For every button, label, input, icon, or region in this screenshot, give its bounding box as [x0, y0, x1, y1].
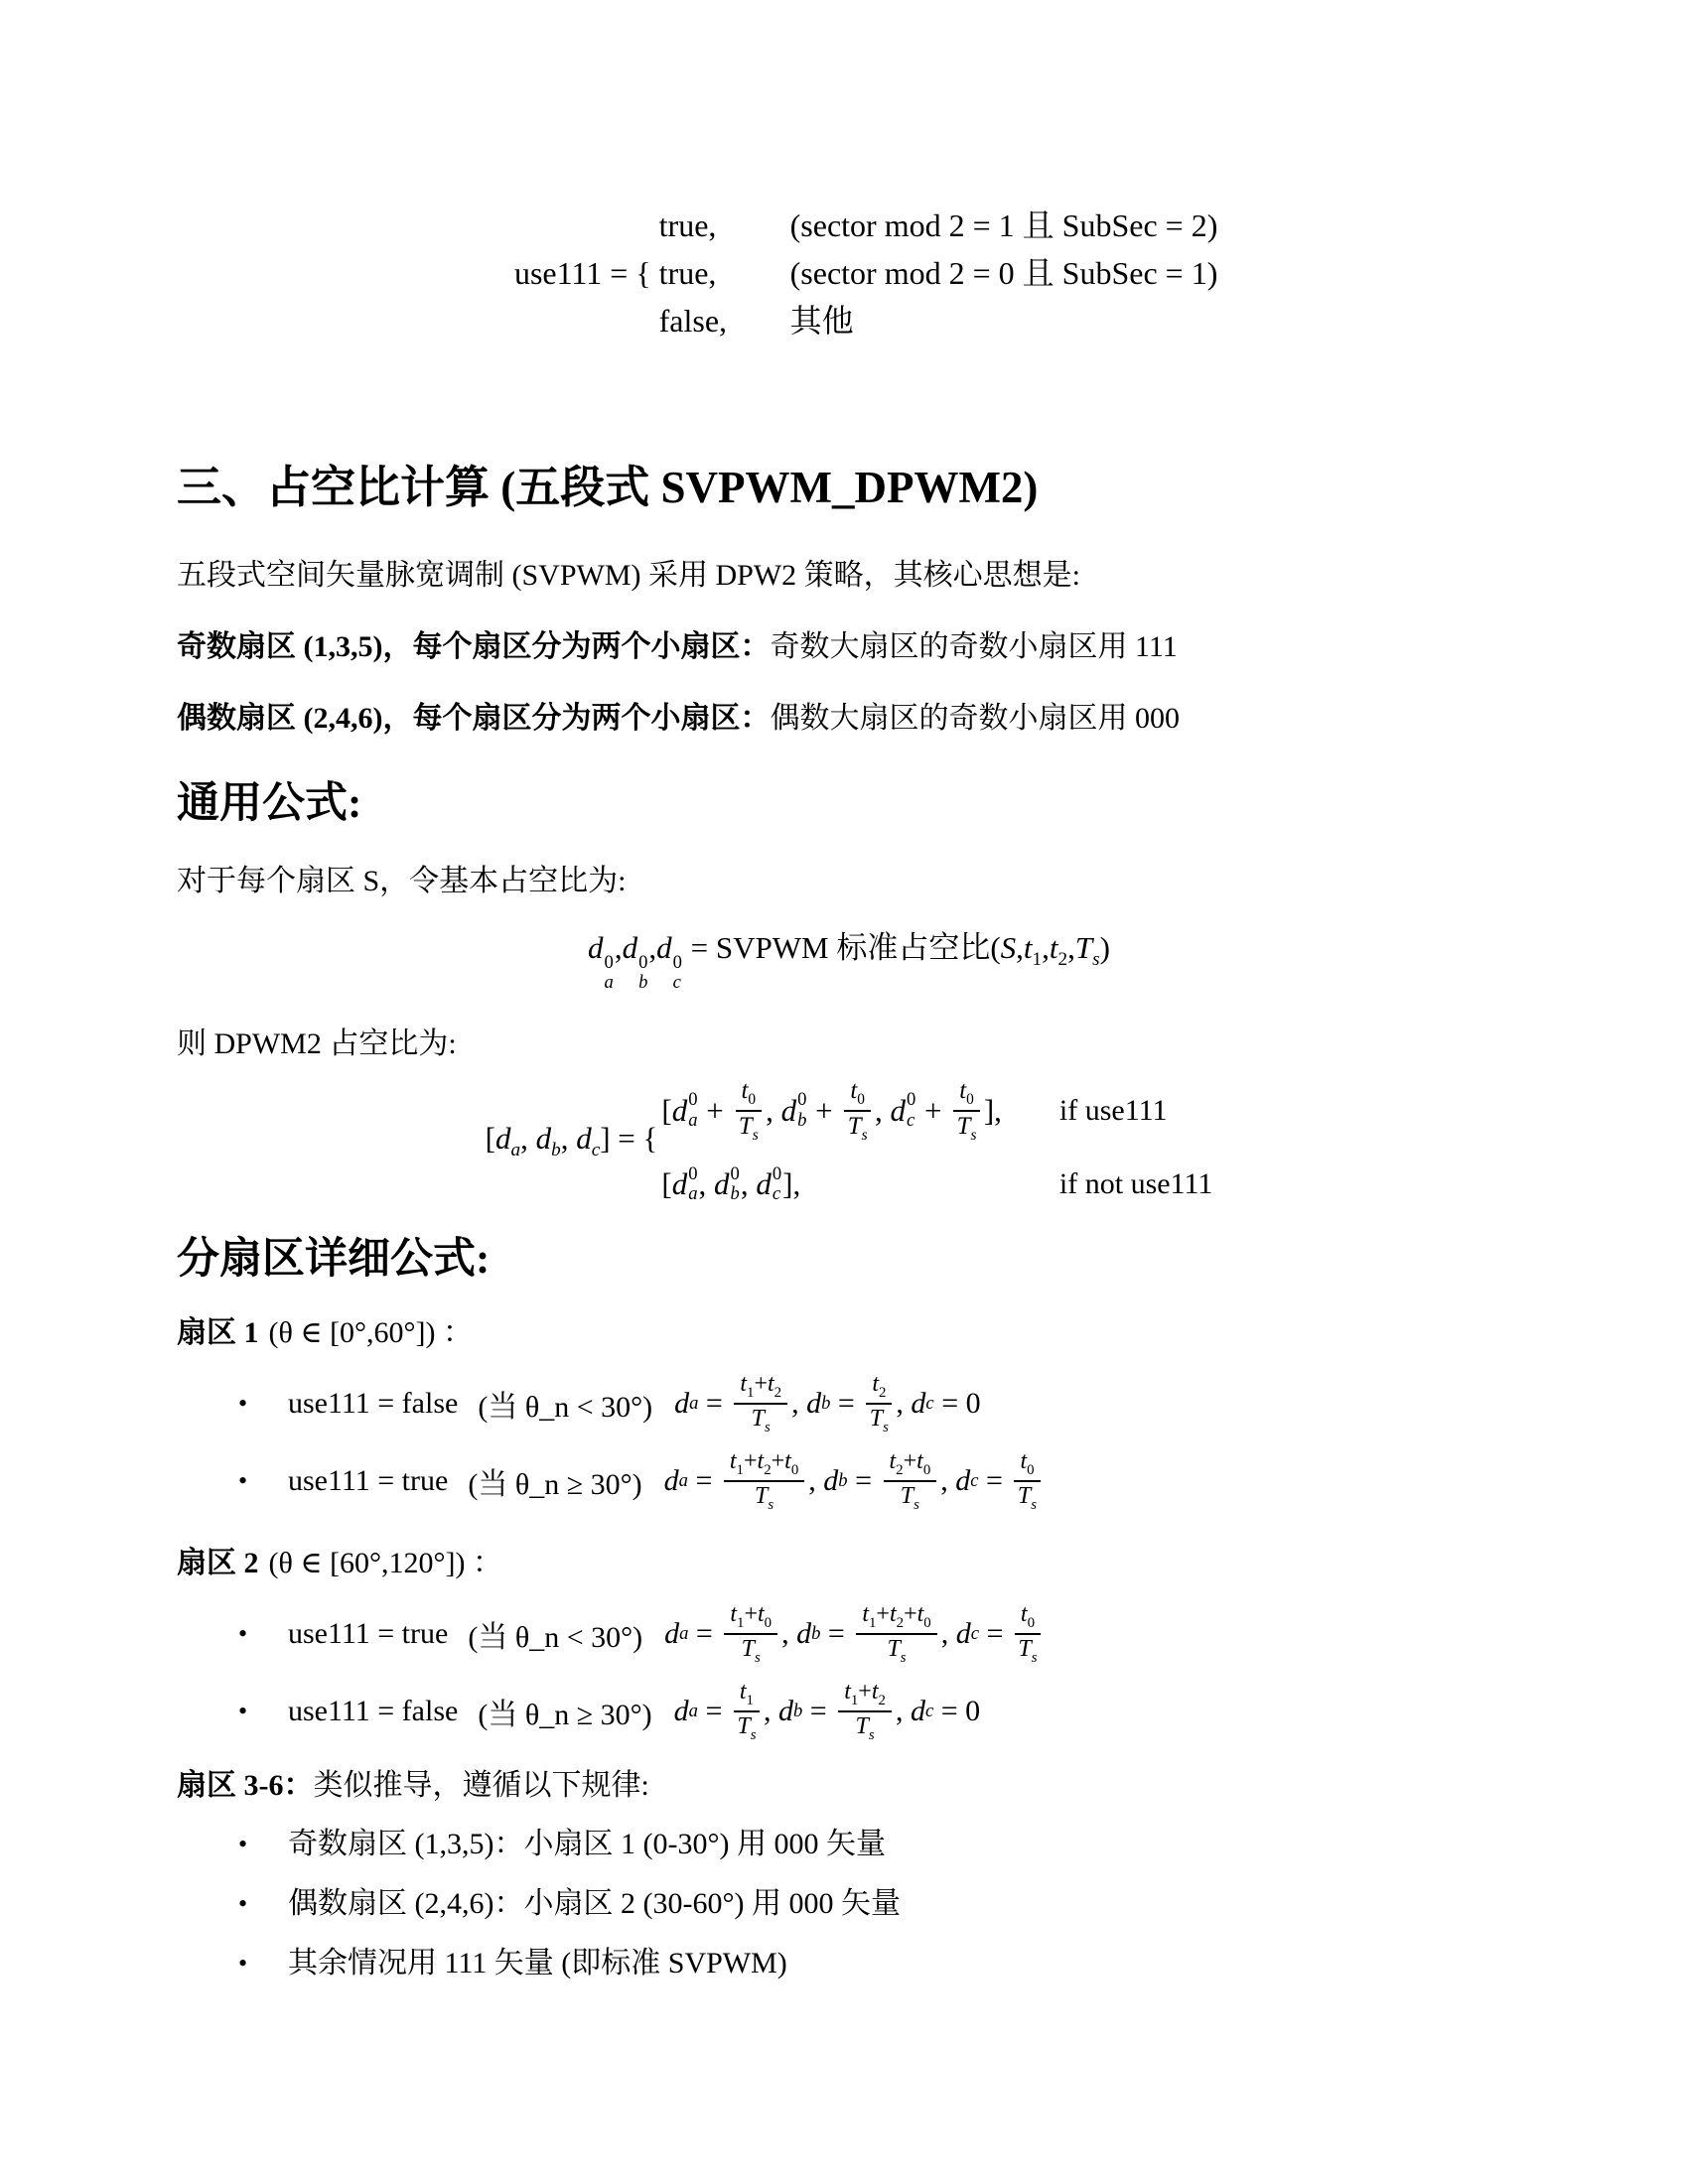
even-sector-line [177, 698, 1521, 740]
sector36-label: 扇区 3-6： [177, 1768, 314, 1802]
use111-eq-value: true, [658, 255, 717, 291]
sector1-bullet1-expr: d a = $\frac{t_1+t_2}{T_s}$ , d b = $\frac{t_2}{T_s}$ , d c = 0 [674, 1371, 981, 1435]
bullet-icon: • [238, 1888, 248, 1918]
rule-text: 其余情况用 111 矢量 (即标准 SVPWM) [288, 1946, 787, 1979]
even-sector-lead: 偶数扇区 (2,4,6)，每个扇区分为两个小扇区： [177, 702, 771, 736]
use111-eq-condition: 其他 [789, 303, 854, 339]
paragraph-dpwm2-intro: 则 DPWM2 占空比为: [177, 1027, 457, 1061]
use111-definition-equation [481, 202, 1218, 344]
sector2-bullet-1 [177, 1598, 1521, 1670]
use111-eq-label-spacer [481, 297, 651, 344]
paragraph-intro: 五段式空间矢量脉宽调制 (SVPWM) 采用 DPW2 策略，其核心思想是: [177, 559, 1081, 593]
sector36-header [177, 1765, 1521, 1807]
dpwm2-duty-formula [177, 1077, 1521, 1205]
bullet-icon: • [238, 1948, 248, 1978]
use111-eq-label-spacer [481, 202, 651, 249]
sector2-bullet2-when: (当 θ_n ≥ 30°) [478, 1698, 652, 1731]
dpwm2-case-cond-not-use111: if not use111 [1058, 1167, 1213, 1201]
sector2-bullet1-expr: d a = $\frac{t_1+t_0}{T_s}$ , d b = $\frac{t_1+t_2+t_0}{T_s}$ , d c = $\frac{t_0}{T_s}$ [664, 1601, 1045, 1667]
use111-eq-label: use111 = { [513, 255, 651, 291]
dpwm2-case-expr-not-use111: [ d 0 a , d 0 b , d 0 c ], [661, 1162, 801, 1205]
sector2-bullet1-when: (当 θ_n < 30°) [468, 1620, 643, 1654]
paragraph-general-intro: 对于每个扇区 S，令基本占空比为: [177, 865, 627, 897]
sector2-bullet-2 [177, 1676, 1521, 1747]
bullet-icon: • [238, 1618, 248, 1648]
even-sector-rest: 偶数大扇区的奇数小扇区用 000 [770, 702, 1180, 736]
heading-sector-formulas: 分扇区详细公式: [177, 1236, 491, 1284]
use111-eq-condition: (sector mod 2 = 1 且 SubSec = 2) [789, 207, 1218, 243]
sector1-bullet-1 [177, 1368, 1521, 1439]
sector2-bullet2-pre: use111 = false [288, 1694, 459, 1727]
bullet-icon: • [238, 1696, 248, 1725]
sector1-bullet2-expr: d a = $\frac{t_1+t_2+t_0}{T_s}$ , d b = $\frac{t_2+t_0}{T_s}$ , d c = $\frac{t_0}{T_s}$ [664, 1448, 1045, 1514]
rule-text: 偶数扇区 (2,4,6)：小扇区 2 (30-60°) 用 000 矢量 [288, 1886, 901, 1920]
sector1-header [177, 1312, 1521, 1354]
sector1-label: 扇区 1 [177, 1315, 259, 1349]
bullet-icon: • [238, 1465, 248, 1495]
sector1-range: (θ ∈ [0°,60°]) ： [268, 1315, 474, 1349]
sector1-bullet2-pre: use111 = true [288, 1463, 449, 1497]
base-duty-formula: d 0 a ,d 0 b ,d 0 c = SVPWM 标准占空比$(S,t_1,t_2,T_s)$ [588, 930, 1110, 994]
rule-bullet-odd [177, 1823, 1521, 1866]
sector1-bullet-2 [177, 1445, 1521, 1517]
sector2-header [177, 1543, 1521, 1584]
use111-eq-row-2 [481, 249, 1218, 297]
dpwm2-case-cond-use111: if use111 [1058, 1093, 1168, 1127]
sector2-range: (θ ∈ [60°,120°]) ： [268, 1546, 503, 1579]
sector1-bullet1-when: (当 θ_n < 30°) [478, 1390, 653, 1424]
use111-eq-row-1 [481, 202, 1218, 249]
use111-eq-condition: (sector mod 2 = 0 且 SubSec = 1) [789, 255, 1218, 291]
rule-bullet-even [177, 1882, 1521, 1926]
use111-eq-value: true, [658, 207, 717, 243]
sector2-bullet2-expr: d a = $\frac{t_1}{T_s}$ , d b = $\frac{t_1+t_2}{T_s}$ , d c = 0 [673, 1679, 981, 1743]
dpwm2-case-expr-use111: [ d 0 a + $\frac{t_0}{T_s}$ , d 0 b + $\frac{t_0}{T_s}$ , d 0 c + $\frac{t_0}{T_s}$ ], [661, 1077, 1002, 1144]
rule-bullet-other [177, 1942, 1521, 1985]
sector1-bullet2-when: (当 θ_n ≥ 30°) [468, 1467, 642, 1501]
rule-text: 奇数扇区 (1,3,5)：小扇区 1 (0-30°) 用 000 矢量 [288, 1827, 886, 1860]
dpwm2-formula-lhs: [$d_a$, $d_b$, $d_c$] = { [485, 1121, 658, 1161]
dpwm2-formula-cases [661, 1077, 1212, 1205]
heading-general-formula: 通用公式: [177, 780, 362, 828]
sector2-label: 扇区 2 [177, 1546, 259, 1579]
use111-eq-value: false, [658, 303, 728, 339]
bullet-icon: • [238, 1829, 248, 1858]
sector2-bullet1-pre: use111 = true [288, 1616, 449, 1650]
sector1-bullet1-pre: use111 = false [288, 1386, 459, 1420]
odd-sector-line [177, 626, 1521, 668]
use111-eq-row-3 [481, 297, 1218, 344]
section-heading-duty-cycle: 三、占空比计算 (五段式 SVPWM_DPWM2) [177, 463, 1039, 512]
sector36-rest: 类似推导，遵循以下规律: [313, 1768, 649, 1802]
odd-sector-rest: 奇数大扇区的奇数小扇区用 111 [770, 630, 1178, 664]
odd-sector-lead: 奇数扇区 (1,3,5)，每个扇区分为两个小扇区： [177, 630, 771, 664]
bullet-icon: • [238, 1388, 248, 1418]
